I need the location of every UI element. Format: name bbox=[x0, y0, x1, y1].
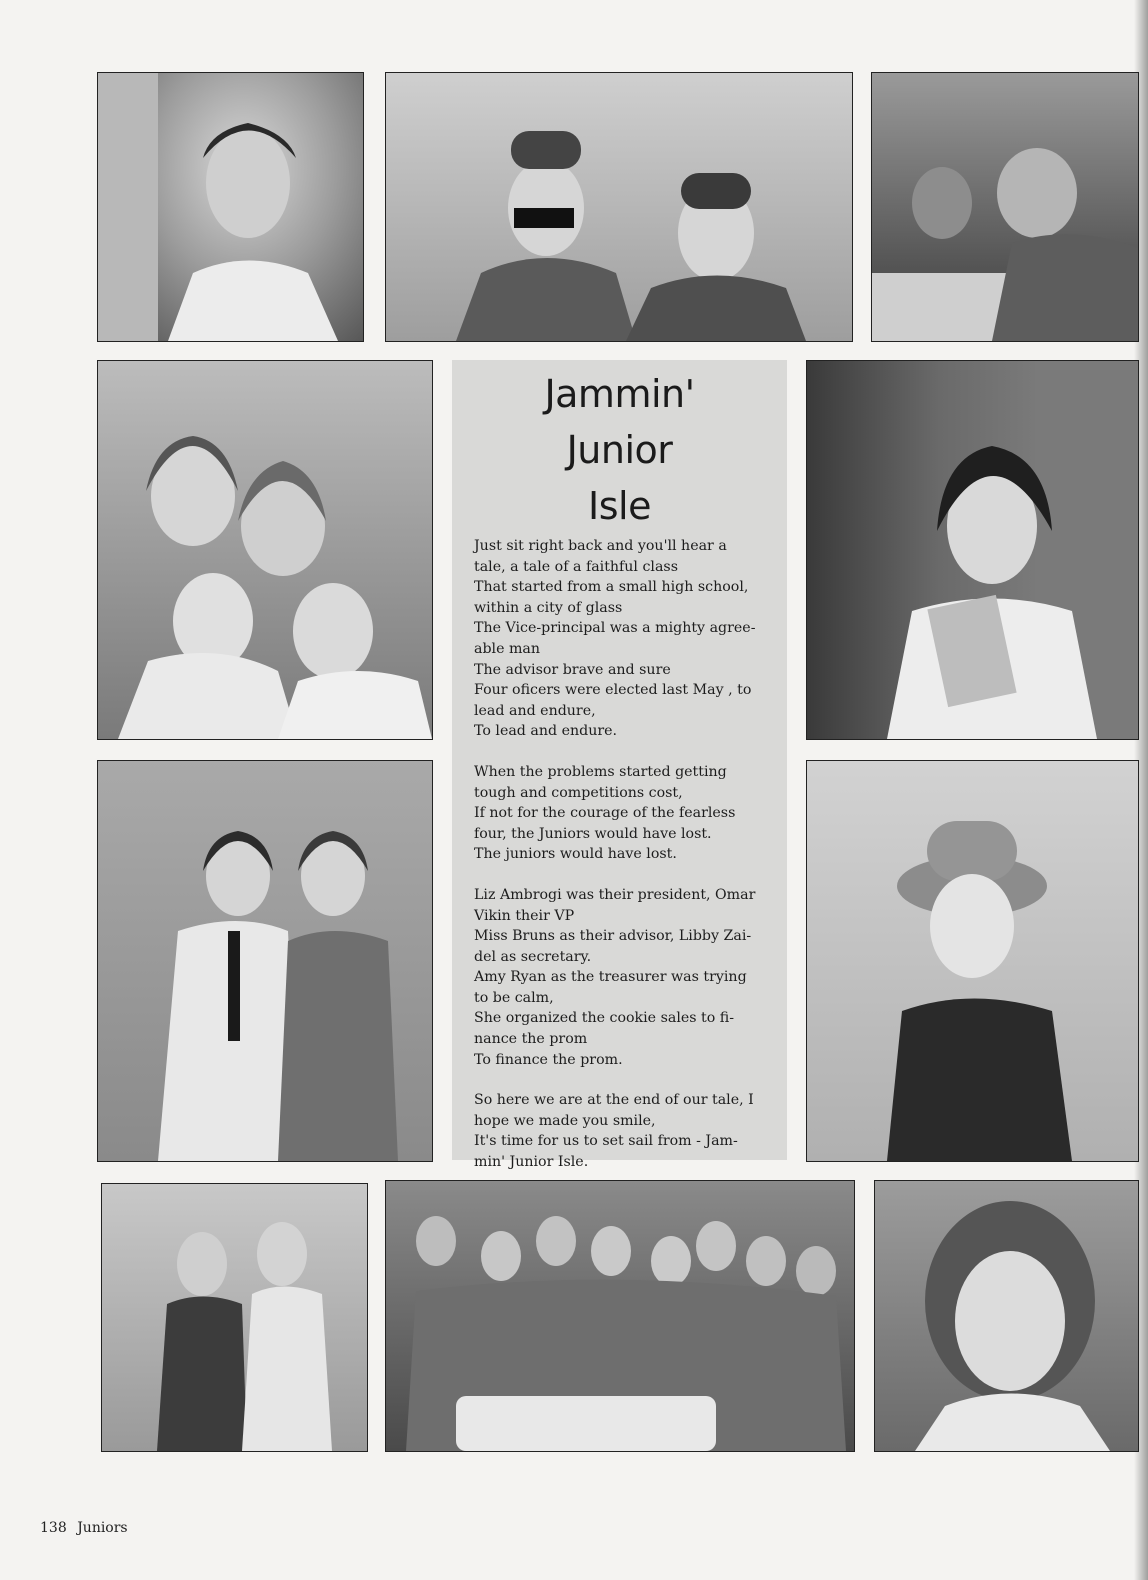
photo-two-boys-outdoors bbox=[101, 1183, 368, 1452]
poem bbox=[474, 536, 765, 1173]
page-title bbox=[474, 366, 765, 534]
poem-line: The juniors would have lost. bbox=[474, 846, 677, 863]
poem-line: within a city of glass bbox=[474, 599, 623, 616]
photo-science-lab bbox=[871, 72, 1139, 342]
stanza bbox=[474, 762, 765, 865]
photo-smiling-boy bbox=[97, 72, 364, 342]
poem-line: The advisor brave and sure bbox=[474, 661, 671, 678]
poem-line: That started from a small high school, bbox=[474, 579, 749, 596]
poem-line: Liz Ambrogi was their president, Omar bbox=[474, 886, 756, 903]
poem-line: Vikin their VP bbox=[474, 907, 575, 924]
poem-line: Miss Bruns as their advisor, Libby Zai- bbox=[474, 928, 752, 945]
title-line: Isle bbox=[588, 484, 651, 528]
poem-panel bbox=[452, 360, 787, 1171]
poem-line: Just sit right back and you'll hear a bbox=[474, 538, 727, 554]
poem-line: tale, a tale of a faithful class bbox=[474, 558, 678, 575]
photo-girl-with-folder bbox=[806, 360, 1139, 740]
stanza bbox=[474, 536, 765, 742]
poem-line: to be calm, bbox=[474, 989, 554, 1006]
photo-four-friends bbox=[97, 360, 433, 740]
poem-line: min' Junior Isle. bbox=[474, 1154, 589, 1171]
poem-line: nance the prom bbox=[474, 1031, 588, 1048]
title-line: Jammin' bbox=[544, 372, 695, 416]
photo-girl-with-hat bbox=[806, 760, 1139, 1162]
poem-line: Four oficers were elected last May , to bbox=[474, 682, 752, 699]
page-folio bbox=[40, 1520, 128, 1536]
stanza bbox=[474, 885, 765, 1070]
photo-saluting-girls bbox=[385, 72, 853, 342]
section-name: Juniors bbox=[77, 1520, 128, 1536]
photo-group-east bbox=[385, 1180, 855, 1452]
photo-two-boys-tie bbox=[97, 760, 433, 1162]
stanza bbox=[474, 1090, 765, 1172]
poem-line: To lead and endure. bbox=[474, 723, 618, 740]
poem-line: If not for the courage of the fearless bbox=[474, 805, 736, 822]
poem-line: Amy Ryan as the treasurer was trying bbox=[474, 969, 747, 986]
poem-line: So here we are at the end of our tale, I bbox=[474, 1092, 754, 1109]
poem-line: able man bbox=[474, 640, 541, 657]
poem-line: It's time for us to set sail from - Jam- bbox=[474, 1133, 738, 1150]
poem-line: To finance the prom. bbox=[474, 1051, 623, 1068]
title-line: Junior bbox=[566, 428, 673, 472]
poem-line: tough and competitions cost, bbox=[474, 784, 683, 801]
poem-line: When the problems started getting bbox=[474, 763, 727, 780]
poem-line: The Vice-principal was a mighty agree- bbox=[474, 620, 756, 637]
poem-line: lead and endure, bbox=[474, 702, 596, 719]
poem-line: She organized the cookie sales to fi- bbox=[474, 1010, 735, 1027]
poem-line: del as secretary. bbox=[474, 948, 592, 965]
poem-line: hope we made you smile, bbox=[474, 1112, 656, 1129]
photo-curly-hair-girl bbox=[874, 1180, 1139, 1452]
poem-line: four, the Juniors would have lost. bbox=[474, 825, 712, 842]
page-number: 138 bbox=[40, 1520, 67, 1536]
